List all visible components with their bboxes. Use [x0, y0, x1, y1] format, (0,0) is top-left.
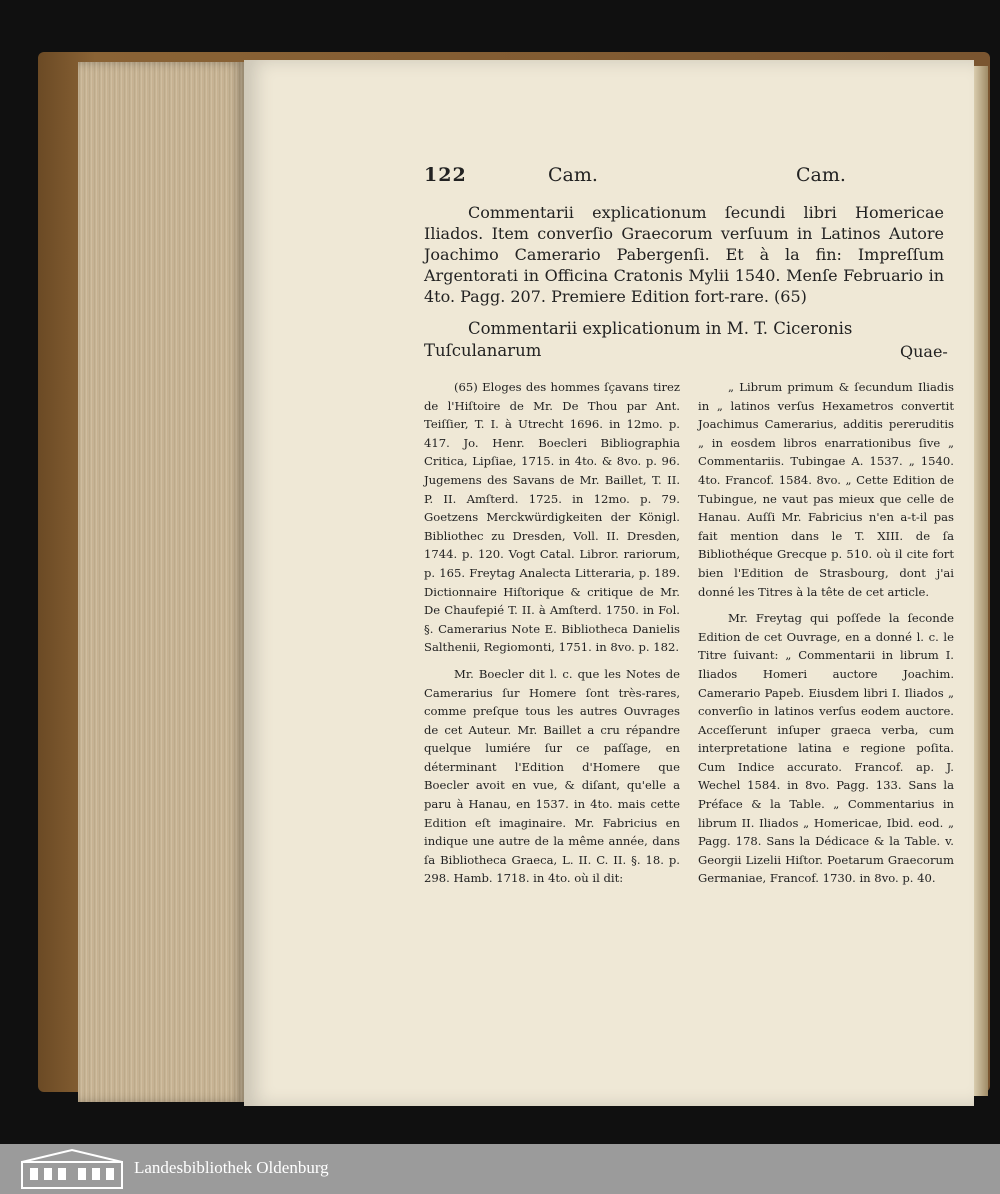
running-head-left: Cam.	[548, 164, 598, 186]
footnote-paragraph: Mr. Boecler dit l. c. que les Notes de Camerarius ſur Homere ſont très-rares, comme preſque tous les autres Ouvrages de cet Auteur. Mr. Baillet a cru répandre quelque lumiére ſur ce paſſage, en déterminant l'Edition d'Homere que Boecler avoit en vue, & diſant, qu'elle a paru à Hanau, en 1537. in 4to. mais cette Edition eſt imaginaire. Mr. Fabricius en indique une autre de la même année, dans ſa Bibliotheca Graeca, L. II. C. II. §. 18. p. 298. Hamb. 1718. in 4to. où il dit:	[424, 666, 680, 886]
footnote-column-right	[698, 378, 954, 896]
library-name: Landesbibliothek Oldenburg	[134, 1158, 329, 1177]
catalog-entry-2	[424, 318, 946, 362]
catchword: Quae-	[900, 342, 948, 361]
entry-text: Commentarii explicationum ſecundi libri Homericae Iliados. Item converſio Graecorum verſuum in Latinos Autore Joachimo Camerario Pabergenſi. Et à la fin: Impreſſum Argentorati in Officina Cratonis Mylii 1540. Menſe Februario in 4to. Pagg. 207. Premiere Edition fort-rare. (65)	[424, 203, 944, 306]
page-edges	[78, 62, 244, 1102]
page-right-edge	[974, 66, 988, 1096]
catalog-entry	[424, 202, 944, 307]
library-building-icon	[20, 1148, 124, 1190]
footnote-column-left	[424, 378, 680, 896]
running-head-right: Cam.	[796, 164, 846, 186]
footnote-paragraph: „ Librum primum & ſecundum Iliadis in „ latinos verſus Hexametros convertit Joachimus Camerarius, additis pereruditis „ in eosdem libros enarrationibus ſive „ Commentariis. Tubingae A. 1537. „ 1540. 4to. Francof. 1584. 8vo. „ Cette Edition de Tubingue, ne vaut pas mieux que celle de Hanau. Auſſi Mr. Fabricius n'en a-t-il pas fait mention dans le T. XIII. de ſa Bibliothéque Grecque p. 510. où il cite fort bien l'Edition de Strasbourg, dont j'ai donné les Titres à la tête de cet article.	[698, 380, 954, 599]
footnote-paragraph: Mr. Freytag qui poſſede la ſeconde Edition de cet Ouvrage, en a donné l. c. le Titre ſuivant: „ Commentarii in librum I. Iliados Homeri auctore Joachim. Camerario Papeb. Eiusdem libri I. Iliados „ converſio in latinos verſus eodem auctore. Acceſſerunt inſuper graeca verba, cum interpretatione latina e regione poſita. Cum Indice accurato. Francof. ap. J. Wechel 1584. in 8vo. Pagg. 133. Sans la Préface & la Table. „ Commentarius in librum II. Iliados „ Homericae, Ibid. eod. „ Pagg. 178. Sans la Dédicace & la Table. v. Georgii Lizelii Hiſtor. Poetarum Graecorum Germaniae, Francof. 1730. in 8vo. p. 40.	[698, 611, 954, 886]
page-number: 122	[424, 164, 467, 186]
footnote-paragraph: (65) Eloges des hommes ſçavans tirez de l'Hiſtoire de Mr. De Thou par Ant. Teiſſier, T. I. à Utrecht 1696. in 12mo. p. 417. Jo. Henr. Boecleri Bibliographia Critica, Lipſiae, 1715. in 4to. & 8vo. p. 96. Jugemens des Savans de Mr. Baillet, T. II. P. II. Amſterd. 1725. in 12mo. p. 79. Goetzens Merckwürdigkeiten der Königl. Bibliothec zu Dresden, Voll. II. Dresden, 1744. p. 120. Vogt Catal. Libror. rariorum, p. 165. Freytag Analecta Litteraria, p. 189. Dictionnaire Hiſtorique & critique de Mr. De Chaufepié T. II. à Amſterd. 1750. in Fol. §. Camerarius Note E. Bibliotheca Danielis Salthenii, Regiomonti, 1751. in 8vo. p. 182.	[424, 380, 680, 655]
footer-bar	[0, 1144, 1000, 1194]
entry-2-text: Commentarii explicationum in M. T. Ciceronis Tuſculanarum	[424, 319, 853, 360]
